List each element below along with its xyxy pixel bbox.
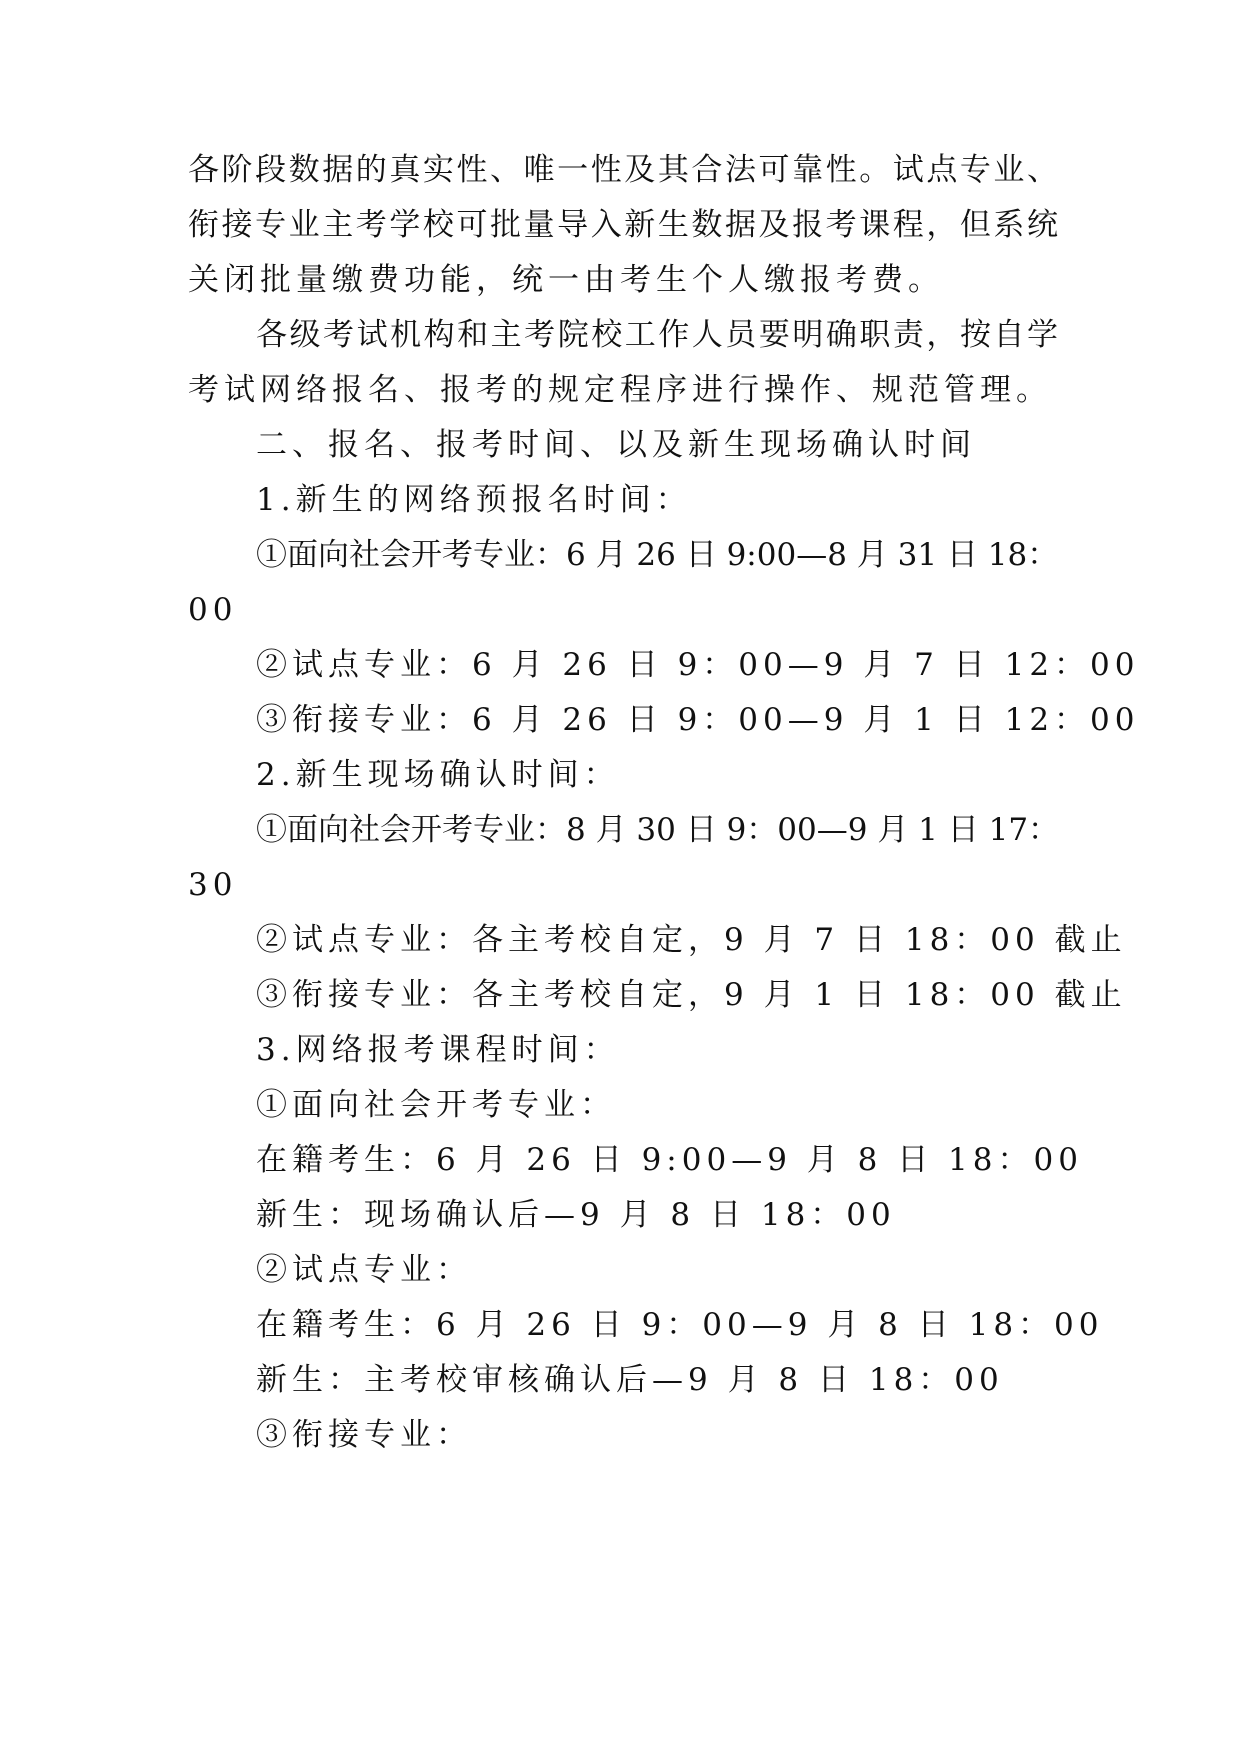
list-item-continuation: 00 (188, 592, 238, 628)
subsection-heading: 1.新生的网络预报名时间： (256, 482, 692, 518)
paragraph-line: 衔接专业主考学校可批量导入新生数据及报考课程，但系统 (188, 207, 1058, 243)
list-item: ③衔接专业： (256, 1417, 472, 1453)
list-item: ①面向社会开考专业：8 月 30 日 9：00—9 月 1 日 17： (256, 812, 1060, 848)
list-item: ②试点专业： (256, 1252, 472, 1288)
list-item: ①面向社会开考专业： (256, 1087, 616, 1123)
paragraph-line: 各级考试机构和主考院校工作人员要明确职责，按自学 (256, 317, 1058, 353)
list-item: ②试点专业：6 月 26 日 9：00—9 月 7 日 12：00 (256, 647, 1140, 683)
section-heading: 二、报名、报考时间、以及新生现场确认时间 (256, 427, 976, 463)
subsection-heading: 3.网络报考课程时间： (256, 1032, 620, 1068)
list-item: ①面向社会开考专业：6 月 26 日 9:00—8 月 31 日 18： (256, 537, 1059, 573)
list-subitem: 在籍考生：6 月 26 日 9：00—9 月 8 日 18：00 (256, 1307, 1104, 1343)
list-item-continuation: 30 (188, 867, 238, 903)
subsection-heading: 2.新生现场确认时间： (256, 757, 620, 793)
list-item: ③衔接专业：各主考校自定，9 月 1 日 18：00 截止 (256, 977, 1127, 1013)
list-subitem: 新生：现场确认后—9 月 8 日 18：00 (256, 1197, 896, 1233)
list-subitem: 在籍考生：6 月 26 日 9:00—9 月 8 日 18：00 (256, 1142, 1083, 1178)
paragraph-line: 各阶段数据的真实性、唯一性及其合法可靠性。试点专业、 (188, 152, 1058, 188)
list-item: ②试点专业：各主考校自定，9 月 7 日 18：00 截止 (256, 922, 1127, 958)
list-subitem: 新生：主考校审核确认后—9 月 8 日 18：00 (256, 1362, 1004, 1398)
paragraph-line: 关闭批量缴费功能，统一由考生个人缴报考费。 (188, 262, 944, 298)
list-item: ③衔接专业：6 月 26 日 9：00—9 月 1 日 12：00 (256, 702, 1140, 738)
paragraph-line: 考试网络报名、报考的规定程序进行操作、规范管理。 (188, 372, 1052, 408)
